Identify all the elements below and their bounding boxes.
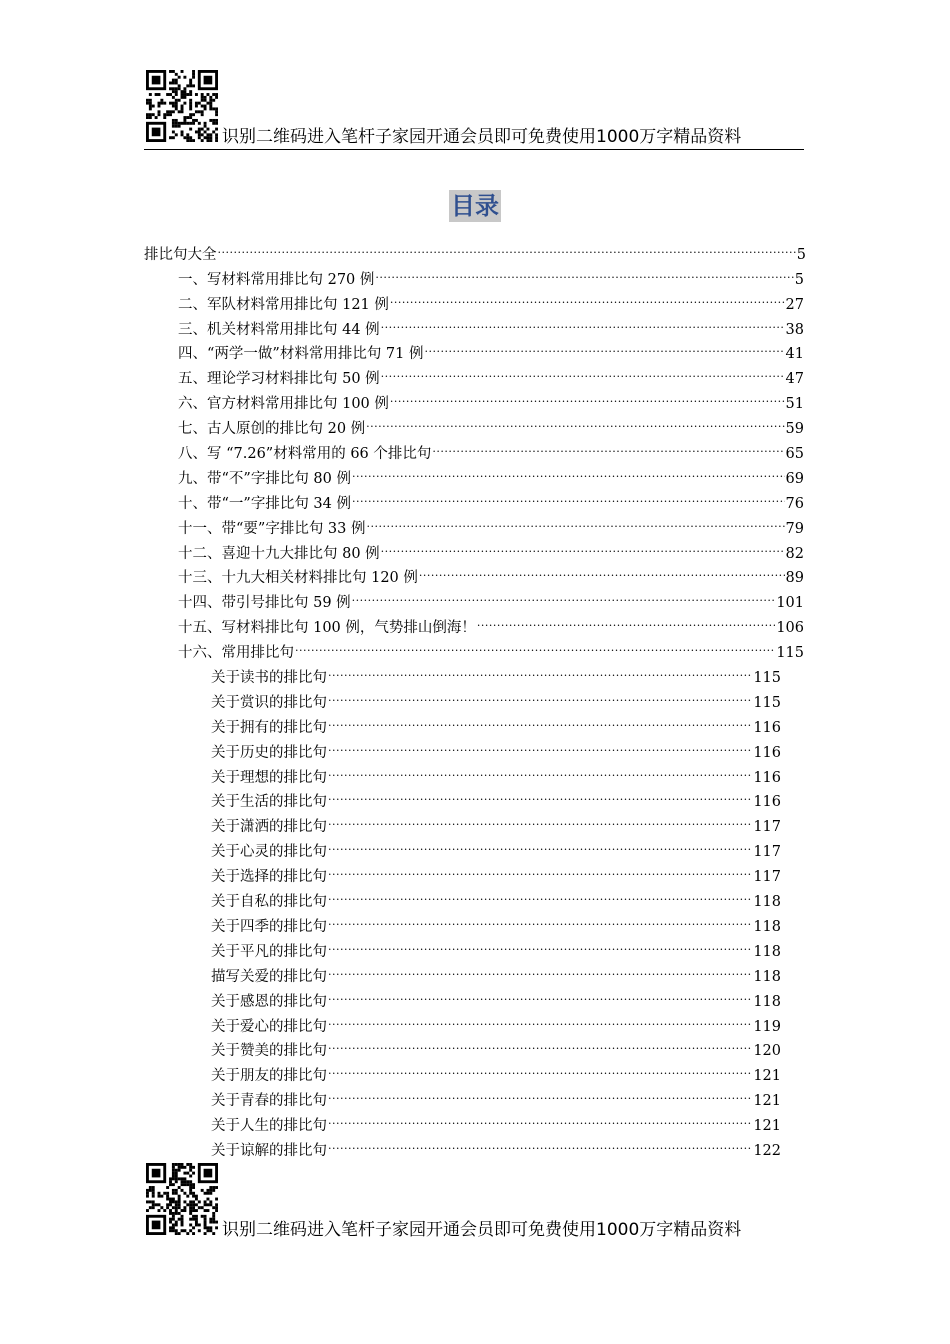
toc-dot-leader	[390, 284, 785, 309]
toc-dot-leader	[328, 906, 752, 931]
toc-dot-leader	[328, 856, 752, 881]
toc-entry-label: 关于读书的排比句	[211, 670, 327, 687]
toc-entry-page-number: 51	[785, 396, 804, 413]
toc-entry-label: 关于人生的排比句	[211, 1118, 327, 1135]
table-of-contents	[144, 234, 806, 1159]
toc-entry-label: 四、“两学一做”材料常用排比句 71 例	[178, 346, 424, 363]
toc-entry-label: 二、军队材料常用排比句 121 例	[178, 296, 389, 313]
toc-entry-label: 关于心灵的排比句	[211, 844, 327, 861]
toc-entry-page-number: 47	[785, 371, 804, 388]
toc-dot-leader	[328, 1080, 752, 1105]
toc-entry-label: 七、古人原创的排比句 20 例	[178, 421, 366, 438]
toc-entry-page-number: 118	[753, 918, 781, 935]
toc-dot-leader	[328, 657, 752, 682]
toc-dot-leader	[352, 483, 785, 508]
toc-dot-leader	[381, 533, 785, 558]
toc-entry-label: 十一、带“要”字排比句 33 例	[178, 520, 366, 537]
toc-entry-label: 八、写 “7.26”材料常用的 66 个排比句	[178, 446, 432, 463]
toc-dot-leader	[328, 682, 752, 707]
toc-entry-label: 关于爱心的排比句	[211, 1018, 327, 1035]
toc-dot-leader	[419, 558, 785, 583]
toc-entry-label: 十六、常用排比句	[178, 645, 294, 662]
toc-entry-page-number: 115	[776, 645, 804, 662]
toc-entry-page-number: 116	[753, 719, 781, 736]
toc-dot-leader	[328, 1105, 752, 1130]
toc-entry-label: 关于青春的排比句	[211, 1093, 327, 1110]
toc-dot-leader	[328, 806, 752, 831]
toc-entry-page-number: 101	[776, 595, 804, 612]
toc-entry-label: 关于赏识的排比句	[211, 694, 327, 711]
toc-dot-leader	[328, 732, 752, 757]
toc-entry-label: 六、官方材料常用排比句 100 例	[178, 396, 389, 413]
toc-dot-leader	[375, 259, 793, 284]
toc-entry-label: 关于平凡的排比句	[211, 943, 327, 960]
toc-dot-leader	[352, 582, 776, 607]
toc-dot-leader	[425, 334, 785, 359]
toc-entry-page-number: 79	[785, 520, 804, 537]
toc-entry-page-number: 118	[753, 968, 781, 985]
toc-entry-label: 五、理论学习材料排比句 50 例	[178, 371, 380, 388]
toc-dot-leader	[328, 1031, 752, 1056]
toc-dot-leader	[381, 309, 785, 334]
toc-dot-leader	[328, 831, 752, 856]
toc-entry-label: 十五、写材料排比句 100 例，气势排山倒海！	[178, 620, 476, 637]
toc-entry-page-number: 76	[785, 495, 804, 512]
toc-entry-label: 关于拥有的排比句	[211, 719, 327, 736]
toc-dot-leader	[328, 782, 752, 807]
toc-entry-label: 排比句大全	[144, 246, 217, 263]
toc-entry-page-number: 121	[753, 1118, 781, 1135]
toc-dot-leader	[328, 931, 752, 956]
toc-entry-page-number: 115	[753, 694, 781, 711]
toc-entry-page-number: 119	[753, 1018, 781, 1035]
toc-entry-label: 十二、喜迎十九大排比句 80 例	[178, 545, 380, 562]
toc-entry-page-number: 118	[753, 894, 781, 911]
qr-code-icon	[146, 1163, 218, 1235]
toc-entry-page-number: 116	[753, 794, 781, 811]
toc-entry-page-number: 117	[753, 844, 781, 861]
header-divider	[144, 149, 804, 150]
toc-entry-page-number: 117	[753, 869, 781, 886]
toc-entry-label: 关于选择的排比句	[211, 869, 327, 886]
toc-entry-page-number: 27	[785, 296, 804, 313]
toc-dot-leader	[328, 707, 752, 732]
toc-entry-label: 三、机关材料常用排比句 44 例	[178, 321, 380, 338]
toc-entry-label: 十四、带引号排比句 59 例	[178, 595, 351, 612]
toc-dot-leader	[328, 956, 752, 981]
qr-code-icon	[146, 70, 218, 142]
toc-entry-page-number: 118	[753, 943, 781, 960]
toc-entry-page-number: 69	[785, 470, 804, 487]
toc-entry-page-number: 59	[785, 421, 804, 438]
toc-dot-leader	[295, 632, 775, 657]
toc-entry-page-number: 121	[753, 1068, 781, 1085]
toc-entry-page-number: 116	[753, 769, 781, 786]
toc-dot-leader	[381, 358, 785, 383]
toc-entry-label: 关于四季的排比句	[211, 918, 327, 935]
toc-entry-page-number: 5	[796, 246, 806, 263]
toc-entry-label: 九、带“不”字排比句 80 例	[178, 470, 351, 487]
page-title: 目录	[451, 191, 499, 220]
toc-dot-leader	[218, 234, 796, 259]
toc-entry[interactable]	[144, 259, 804, 288]
toc-entry-page-number: 5	[794, 271, 804, 288]
toc-entry-label: 关于生活的排比句	[211, 794, 327, 811]
toc-entry-label: 关于理想的排比句	[211, 769, 327, 786]
toc-entry-label: 关于朋友的排比句	[211, 1068, 327, 1085]
toc-dot-leader	[366, 408, 784, 433]
toc-entry-page-number: 117	[753, 819, 781, 836]
toc-dot-leader	[328, 1006, 752, 1031]
toc-entry-page-number: 118	[753, 993, 781, 1010]
toc-dot-leader	[432, 433, 784, 458]
toc-entry-page-number: 106	[776, 620, 804, 637]
toc-entry-label: 关于历史的排比句	[211, 744, 327, 761]
header-promo-text: 识别二维码进入笔杆子家园开通会员即可免费使用1000万字精品资料	[222, 127, 742, 147]
toc-entry-page-number: 82	[785, 545, 804, 562]
toc-entry-page-number: 116	[753, 744, 781, 761]
toc-entry-label: 描写关爱的排比句	[211, 968, 327, 985]
toc-dot-leader	[328, 881, 752, 906]
toc-entry-page-number: 65	[785, 446, 804, 463]
toc-entry-page-number: 89	[785, 570, 804, 587]
toc-dot-leader	[352, 458, 785, 483]
toc-entry-page-number: 120	[753, 1043, 781, 1060]
toc-entry-page-number: 38	[785, 321, 804, 338]
toc-entry-label: 关于自私的排比句	[211, 894, 327, 911]
toc-entry-label: 关于谅解的排比句	[211, 1142, 327, 1159]
toc-entry-page-number: 115	[753, 670, 781, 687]
toc-entry-label: 十三、十九大相关材料排比句 120 例	[178, 570, 418, 587]
toc-entry-label: 一、写材料常用排比句 270 例	[178, 271, 375, 288]
toc-entry-label: 十、带“一”字排比句 34 例	[178, 495, 351, 512]
toc-entry-page-number: 121	[753, 1093, 781, 1110]
toc-dot-leader	[328, 1130, 752, 1155]
toc-entry-page-number: 122	[753, 1142, 781, 1159]
toc-dot-leader	[367, 508, 785, 533]
toc-dot-leader	[328, 757, 752, 782]
toc-dot-leader	[328, 981, 752, 1006]
toc-entry-label: 关于感恩的排比句	[211, 993, 327, 1010]
toc-dot-leader	[328, 1055, 752, 1080]
toc-entry-page-number: 41	[785, 346, 804, 363]
toc-dot-leader	[477, 607, 775, 632]
footer-promo-text: 识别二维码进入笔杆子家园开通会员即可免费使用1000万字精品资料	[222, 1220, 742, 1240]
toc-entry[interactable]	[144, 234, 806, 263]
toc-dot-leader	[390, 383, 785, 408]
toc-entry-label: 关于赞美的排比句	[211, 1043, 327, 1060]
toc-entry-label: 关于潇洒的排比句	[211, 819, 327, 836]
